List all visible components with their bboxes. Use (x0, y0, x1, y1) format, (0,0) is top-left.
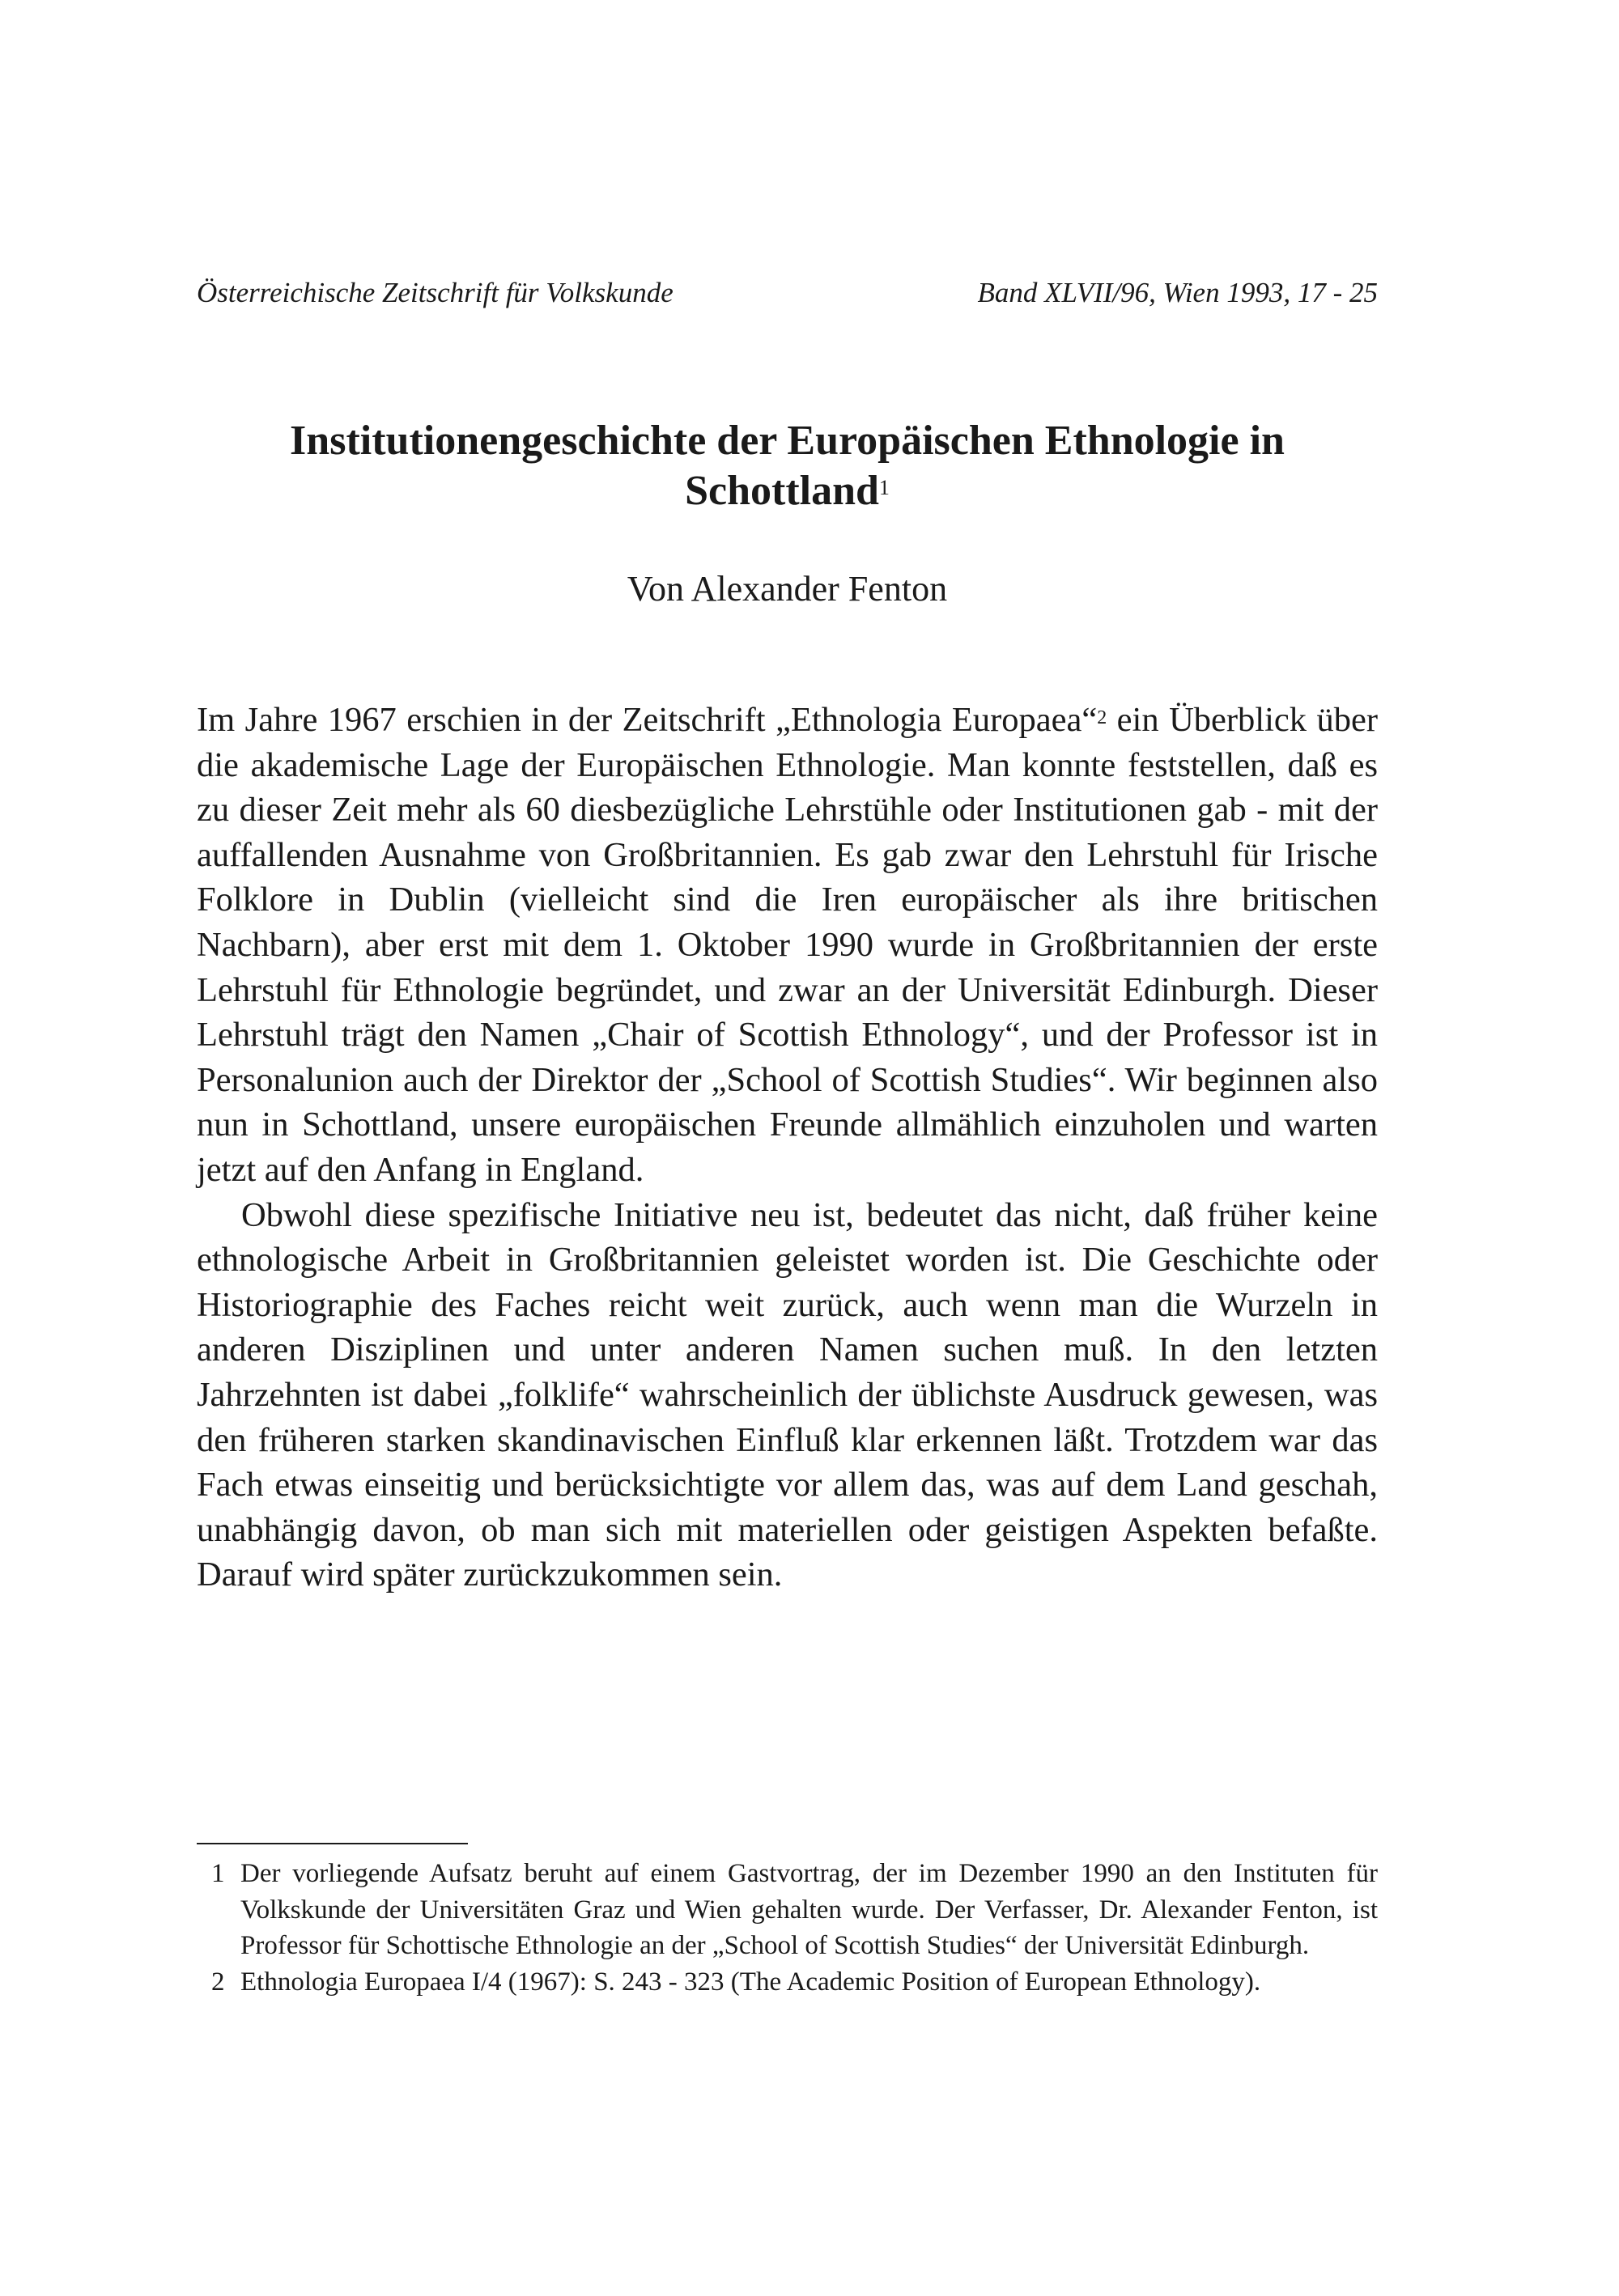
paragraph-1-start: Im Jahre 1967 erschien in der Zeitschrift „Ethnologia Europaea“ (197, 701, 1098, 739)
author-byline: Von Alexander Fenton (627, 569, 948, 609)
title-line-2-text: Schottland (685, 468, 879, 514)
footnote-text: Der vorliegende Aufsatz beruht auf einem Gastvortrag, der im Dezember 1990 an den Instituten für Volkskunde der Universitäten Graz und Wien gehalten wurde. Der Verfasser, Dr. Alexander Fenton, ist Professor für Schottische Ethnologie an der „School of Scottish Studies“ der Universität Edinburgh. (240, 1859, 1378, 1960)
article-body (197, 698, 1378, 1598)
footnote-separator (197, 1843, 468, 1844)
title-footnote-ref: 1 (878, 476, 890, 499)
footnote (197, 1856, 1378, 1964)
footnote (197, 1964, 1378, 2001)
footnote-number: 1 (211, 1859, 225, 1888)
title-line-1: Institutionengeschichte der Europäischen Ethnologie in (290, 418, 1285, 464)
article-title (197, 416, 1378, 516)
issue-info: Band XLVII/96, Wien 1993, 17 - 25 (977, 277, 1378, 308)
footnote-number: 2 (211, 1967, 225, 1997)
footnotes (197, 1856, 1378, 2000)
paragraph-2: Obwohl diese spezifische Initiative neu ist, bedeutet das nicht, daß früher keine ethnologische Arbeit in Großbritannien geleistet worden ist. Die Geschichte oder Historiographie des Faches reicht weit zurück, auch wenn man die Wurzeln in anderen Disziplinen und unter anderen Namen suchen muß. In den letzten Jahrzehnten ist dabei „folklife“ wahrscheinlich der üblichste Ausdruck gewesen, was den früheren starken skandinavischen Einfluß klar erkennen läßt. Trotzdem war das Fach etwas einseitig und berücksichtigte vor allem das, was auf dem Land geschah, unabhängig davon, ob man sich mit materiellen oder geistigen Aspekten befaßte. Darauf wird später zurückzukommen sein. (197, 1195, 1378, 1594)
journal-name: Österreichische Zeitschrift für Volkskunde (197, 277, 674, 308)
title-line-2 (197, 466, 1378, 516)
footnote-ref-2: 2 (1097, 707, 1107, 728)
footnote-text: Ethnologia Europaea I/4 (1967): S. 243 - 323 (The Academic Position of European Ethnology). (240, 1967, 1261, 1997)
running-head (197, 275, 1378, 311)
paragraph-1-rest: ein Überblick über die akademische Lage der Europäischen Ethnologie. Man konnte feststellen, daß es zu dieser Zeit mehr als 60 diesbezügliche Lehrstühle oder Institutionen gab - mit der auffallenden Ausnahme von Großbritannien. Es gab zwar den Lehrstuhl für Irische Folklore in Dublin (vielleicht sind die Iren europäischer als ihre britischen Nachbarn), aber erst mit dem 1. Oktober 1990 wurde in Großbritannien der erste Lehrstuhl für Ethnologie begründet, und zwar an der Universität Edinburgh. Dieser Lehrstuhl trägt den Namen „Chair of Scottish Ethnology“, und der Professor ist in Personalunion auch der Direktor der „School of Scottish Studies“. Wir beginnen also nun in Schottland, unsere europäischen Freunde allmählich einzuholen und warten jetzt auf den Anfang in England. (197, 701, 1378, 1189)
paragraph-1 (197, 698, 1378, 1193)
